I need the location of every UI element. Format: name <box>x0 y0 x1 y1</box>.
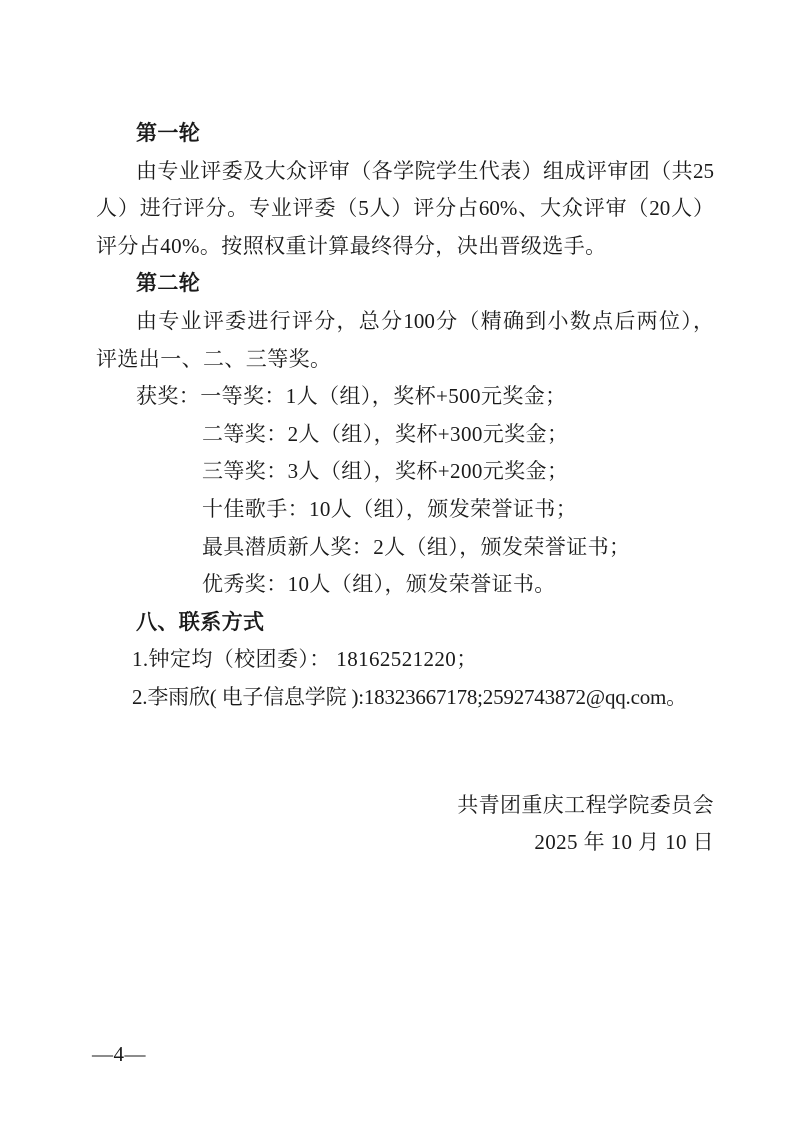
page-number: —4— <box>92 1042 146 1066</box>
round1-paragraph-line: 评分占40%。按照权重计算最终得分，决出晋级选手。 <box>96 233 607 258</box>
award-item-line: 优秀奖：10人（组），颁发荣誉证书。 <box>202 572 556 597</box>
document-content <box>96 115 714 862</box>
contact-heading: 八、联系方式 <box>136 609 265 634</box>
award-item-line: 最具潜质新人奖：2人（组），颁发荣誉证书； <box>202 534 631 559</box>
signature-organization: 共青团重庆工程学院委员会 <box>457 792 714 817</box>
award-item-line: 二等奖：2人（组），奖杯+300元奖金； <box>202 421 569 446</box>
signature-date: 2025 年 10 月 10 日 <box>534 830 714 855</box>
award-item-line: 三等奖：3人（组），奖杯+200元奖金； <box>202 459 569 484</box>
awards-intro-line: 获奖：一等奖：1人（组），奖杯+500元奖金； <box>136 384 567 409</box>
round1-heading: 第一轮 <box>136 121 201 145</box>
award-item-line: 十佳歌手：10人（组），颁发荣誉证书； <box>202 496 578 521</box>
round1-paragraph-line: 人）进行评分。专业评委（5人）评分占60%、大众评审（20人） <box>96 196 714 221</box>
round2-paragraph-line: 评选出一、二、三等奖。 <box>96 346 332 371</box>
contact-line: 1.钟定均（校团委）： 18162521220； <box>132 647 478 672</box>
round2-paragraph-line: 由专业评委进行评分，总分100分（精确到小数点后两位）， <box>136 308 714 333</box>
contact-line: 2.李雨欣( 电子信息学院 ):18323667178;2592743872@qq.com。 <box>132 684 687 709</box>
round1-paragraph-line: 由专业评委及大众评审（各学院学生代表）组成评审团（共25 <box>136 158 714 183</box>
round2-heading: 第二轮 <box>136 271 201 296</box>
signature-block <box>96 787 714 862</box>
